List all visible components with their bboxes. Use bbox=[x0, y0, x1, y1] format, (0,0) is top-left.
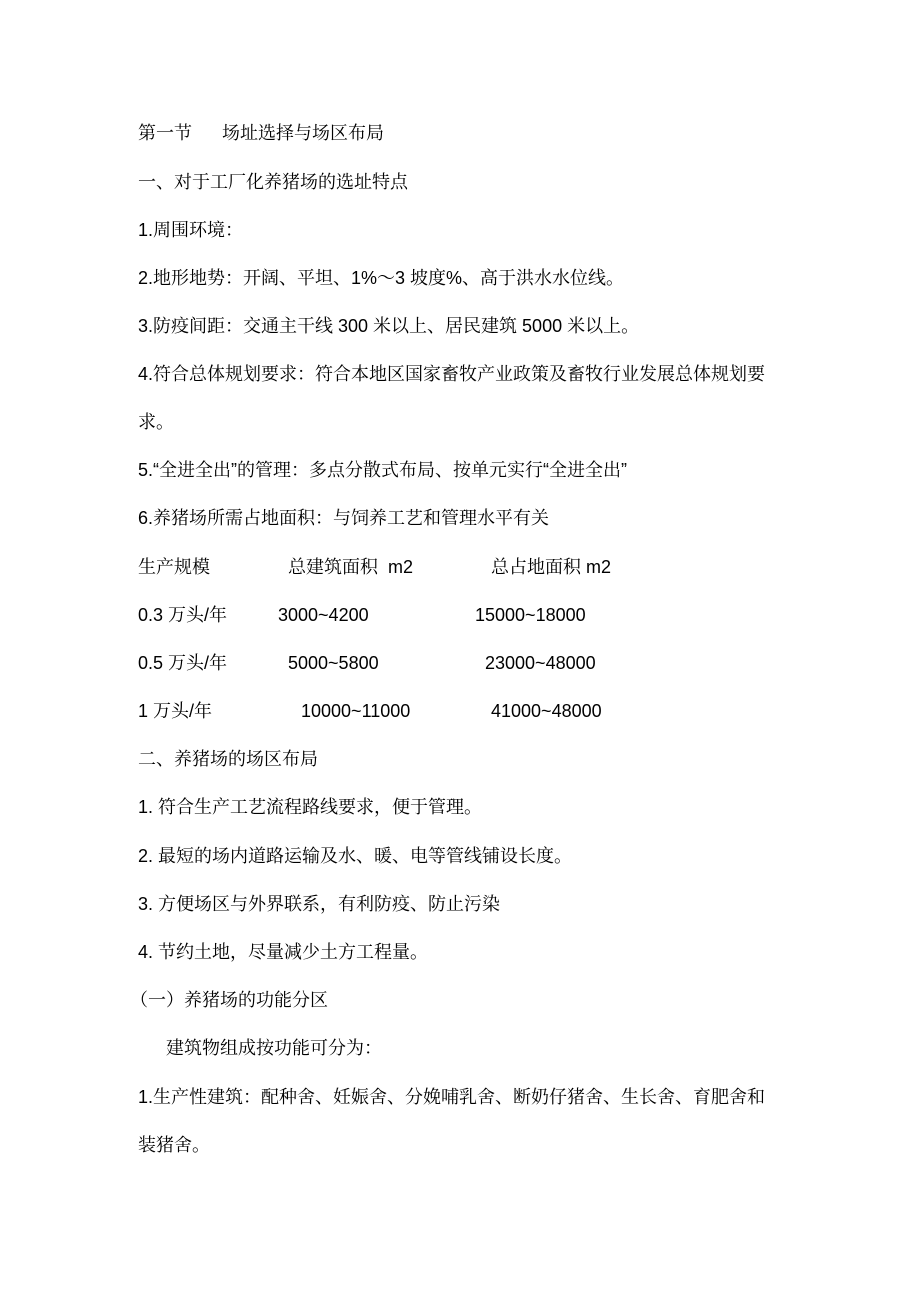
paragraph: 1.生产性建筑：配种舍、妊娠舍、分娩哺乳舍、断奶仔猪舍、生长舍、育肥舍和 bbox=[138, 1087, 766, 1107]
paragraph: 3. 方便场区与外界联系，有利防疫、防止污染 bbox=[138, 894, 501, 914]
table-cell: 3000~4200 bbox=[278, 605, 369, 625]
paragraph: 装猪舍。 bbox=[138, 1135, 210, 1155]
paragraph: 2. 最短的场内道路运输及水、暖、电等管线铺设长度。 bbox=[138, 846, 573, 866]
paragraph: 6.养猪场所需占地面积：与饲养工艺和管理水平有关 bbox=[138, 508, 550, 528]
section-title: 第一节 场址选择与场区布局 bbox=[138, 123, 385, 143]
table-cell: 5000~5800 bbox=[288, 653, 379, 673]
table-cell: 10000~11000 bbox=[301, 701, 411, 721]
table-cell: 0.3 万头/年 bbox=[138, 605, 228, 625]
table-cell: 0.5 万头/年 bbox=[138, 653, 228, 673]
paragraph: 1.周围环境： bbox=[138, 220, 244, 240]
table-header: 总建筑面积 m2 bbox=[288, 557, 414, 577]
table-cell: 1 万头/年 bbox=[138, 701, 213, 721]
table-cell: 15000~18000 bbox=[475, 605, 586, 625]
paragraph: 4.符合总体规划要求：符合本地区国家畜牧产业政策及畜牧行业发展总体规划要 bbox=[138, 364, 766, 384]
table-cell: 23000~48000 bbox=[485, 653, 596, 673]
subheading: （一）养猪场的功能分区 bbox=[130, 990, 328, 1010]
paragraph: 2.地形地势：开阔、平坦、1%～3 坡度%、高于洪水水位线。 bbox=[138, 268, 625, 288]
paragraph: 4. 节约土地，尽量减少土方工程量。 bbox=[138, 942, 429, 962]
part1-heading: 一、对于工厂化养猪场的选址特点 bbox=[138, 172, 408, 192]
table-cell: 41000~48000 bbox=[491, 701, 602, 721]
table-header: 总占地面积 m2 bbox=[491, 557, 612, 577]
paragraph: 5.“全进全出”的管理：多点分散式布局、按单元实行“全进全出” bbox=[138, 460, 627, 480]
paragraph: 建筑物组成按功能可分为： bbox=[166, 1038, 382, 1058]
part2-heading: 二、养猪场的场区布局 bbox=[138, 749, 318, 769]
table-header: 生产规模 bbox=[138, 557, 210, 577]
paragraph: 求。 bbox=[138, 412, 174, 432]
paragraph: 3.防疫间距：交通主干线 300 米以上、居民建筑 5000 米以上。 bbox=[138, 316, 640, 336]
paragraph: 1. 符合生产工艺流程路线要求，便于管理。 bbox=[138, 797, 483, 817]
